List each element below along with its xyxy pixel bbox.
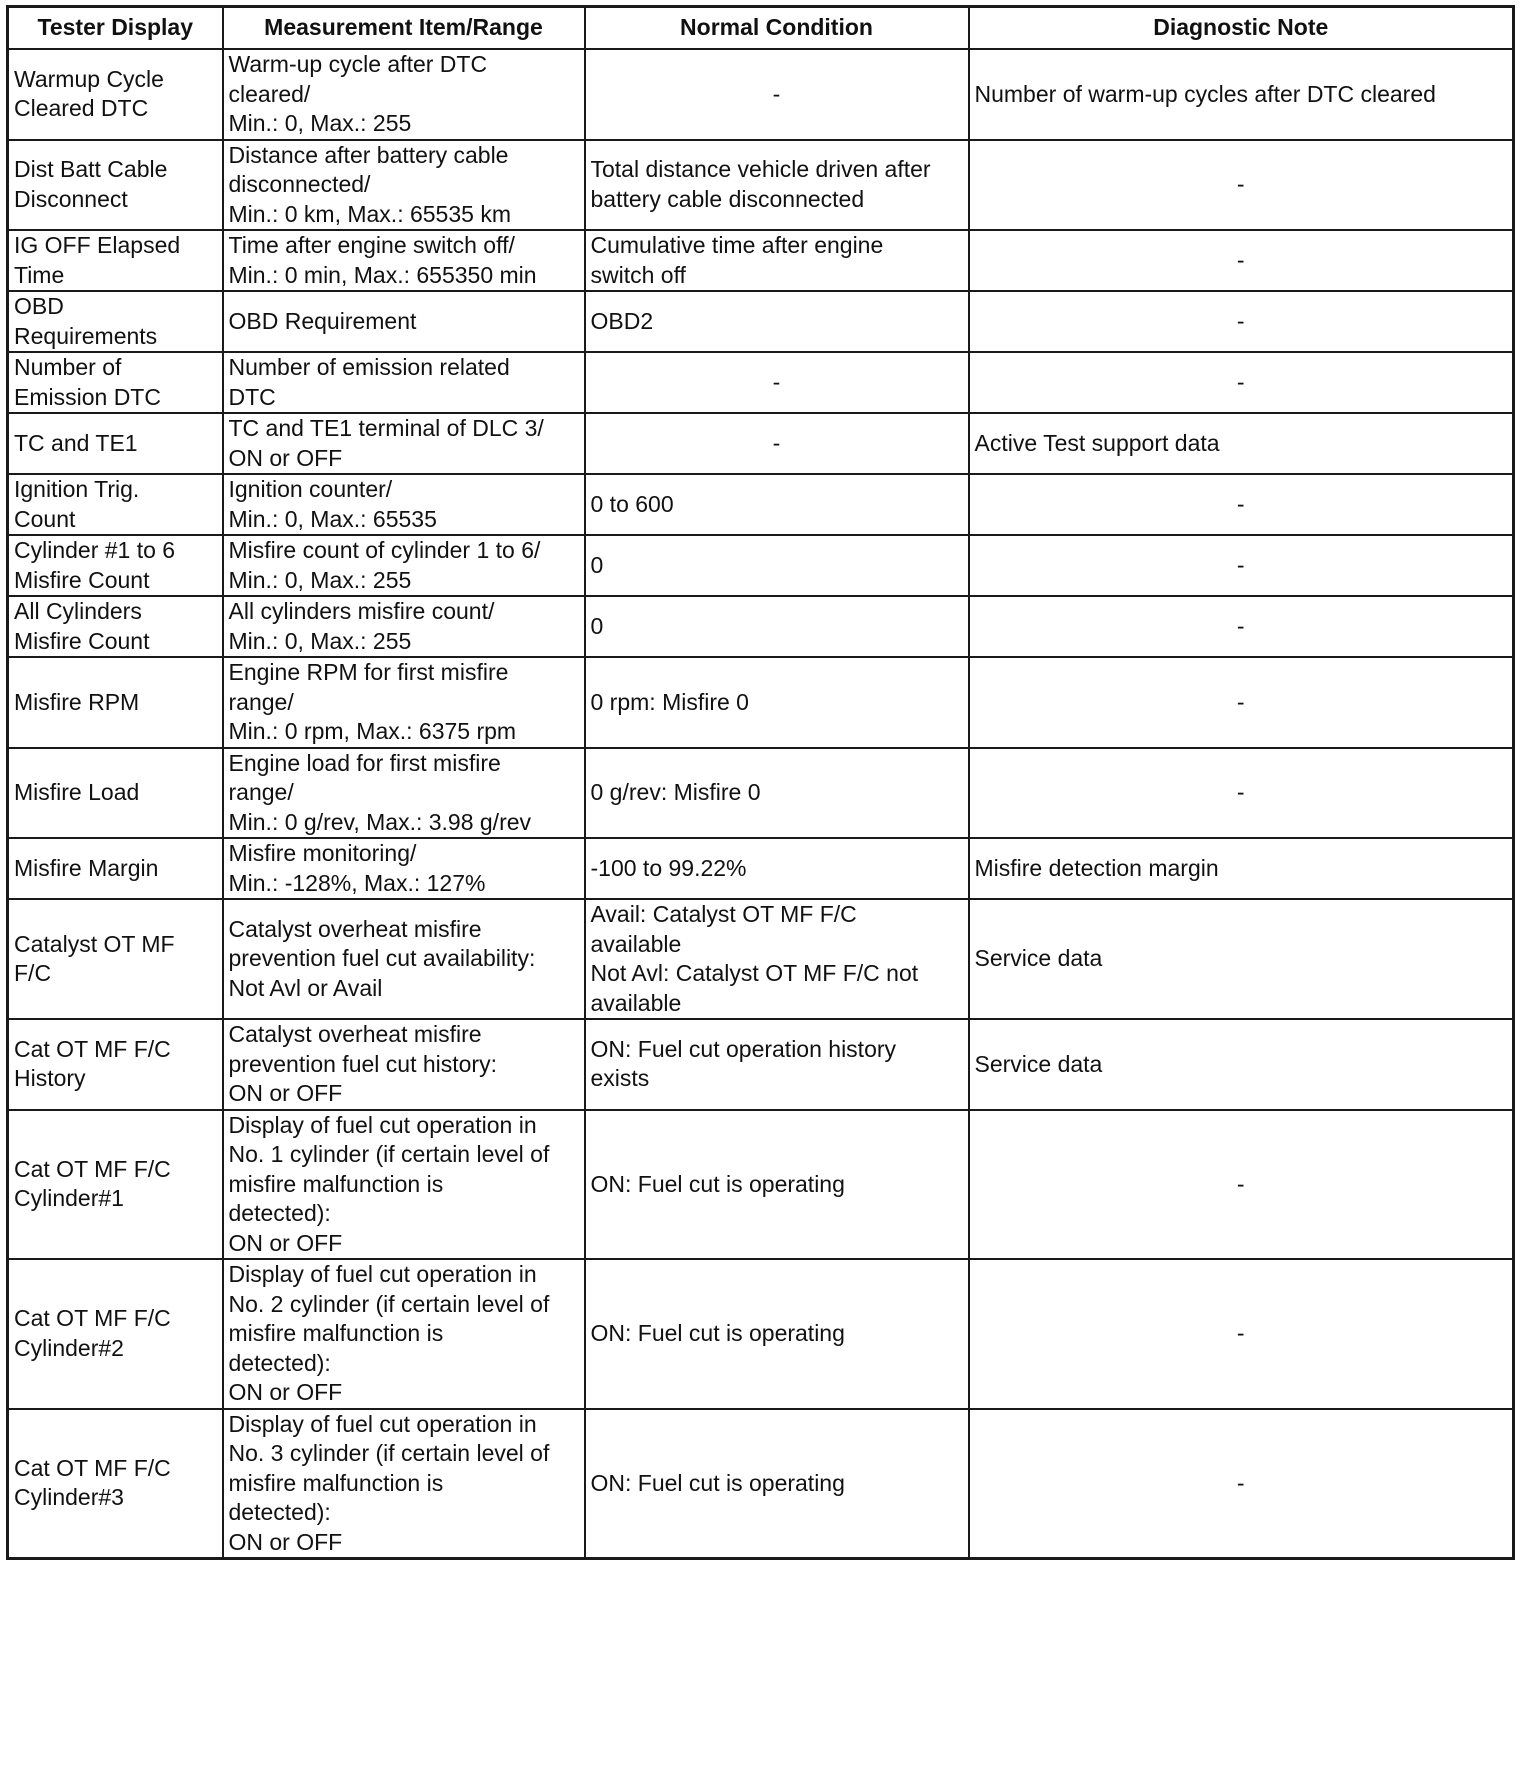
table-row [8, 1409, 1514, 1559]
cell-tester-display: Catalyst OT MF F/C [8, 899, 223, 1019]
cell-normal-condition: Cumulative time after engine switch off [585, 230, 969, 291]
cell-measurement-range: Engine RPM for first misfire range/ Min.: 0 rpm, Max.: 6375 rpm [223, 657, 585, 748]
cell-tester-display: Cat OT MF F/C Cylinder#1 [8, 1110, 223, 1260]
table-row [8, 748, 1514, 839]
cell-tester-display: Cat OT MF F/C History [8, 1019, 223, 1110]
table-row [8, 657, 1514, 748]
cell-measurement-range: Warm-up cycle after DTC cleared/ Min.: 0, Max.: 255 [223, 49, 585, 140]
cell-measurement-range: Number of emission related DTC [223, 352, 585, 413]
table-row [8, 838, 1514, 899]
table-row [8, 230, 1514, 291]
cell-tester-display: Warmup Cycle Cleared DTC [8, 49, 223, 140]
cell-diagnostic-note: Service data [969, 1019, 1514, 1110]
table-row [8, 474, 1514, 535]
header-diagnostic-note: Diagnostic Note [969, 7, 1514, 50]
cell-normal-condition: 0 to 600 [585, 474, 969, 535]
cell-diagnostic-note: - [969, 474, 1514, 535]
data-list-table [6, 5, 1515, 1560]
cell-measurement-range: Time after engine switch off/ Min.: 0 min, Max.: 655350 min [223, 230, 585, 291]
cell-tester-display: IG OFF Elapsed Time [8, 230, 223, 291]
cell-measurement-range: TC and TE1 terminal of DLC 3/ ON or OFF [223, 413, 585, 474]
cell-measurement-range: Display of fuel cut operation in No. 3 cylinder (if certain level of misfire malfunction is detected): ON or OFF [223, 1409, 585, 1559]
cell-normal-condition: 0 [585, 535, 969, 596]
cell-normal-condition: 0 [585, 596, 969, 657]
cell-diagnostic-note: - [969, 657, 1514, 748]
cell-tester-display: Cat OT MF F/C Cylinder#2 [8, 1259, 223, 1409]
cell-tester-display: Cat OT MF F/C Cylinder#3 [8, 1409, 223, 1559]
cell-normal-condition: 0 rpm: Misfire 0 [585, 657, 969, 748]
cell-tester-display: All Cylinders Misfire Count [8, 596, 223, 657]
table-row [8, 1019, 1514, 1110]
cell-normal-condition: ON: Fuel cut operation history exists [585, 1019, 969, 1110]
cell-normal-condition: ON: Fuel cut is operating [585, 1259, 969, 1409]
cell-diagnostic-note: - [969, 230, 1514, 291]
cell-diagnostic-note: - [969, 291, 1514, 352]
cell-measurement-range: Distance after battery cable disconnected/ Min.: 0 km, Max.: 65535 km [223, 140, 585, 231]
cell-normal-condition: - [585, 49, 969, 140]
cell-normal-condition: Avail: Catalyst OT MF F/C available Not Avl: Catalyst OT MF F/C not available [585, 899, 969, 1019]
table-row [8, 1259, 1514, 1409]
cell-tester-display: Ignition Trig. Count [8, 474, 223, 535]
cell-tester-display: Misfire Load [8, 748, 223, 839]
cell-measurement-range: OBD Requirement [223, 291, 585, 352]
cell-measurement-range: Misfire monitoring/ Min.: -128%, Max.: 127% [223, 838, 585, 899]
cell-measurement-range: Ignition counter/ Min.: 0, Max.: 65535 [223, 474, 585, 535]
table-header-row [8, 7, 1514, 50]
table-row [8, 413, 1514, 474]
header-tester-display: Tester Display [8, 7, 223, 50]
cell-normal-condition: 0 g/rev: Misfire 0 [585, 748, 969, 839]
cell-normal-condition: ON: Fuel cut is operating [585, 1110, 969, 1260]
cell-measurement-range: Engine load for first misfire range/ Min.: 0 g/rev, Max.: 3.98 g/rev [223, 748, 585, 839]
cell-measurement-range: Catalyst overheat misfire prevention fuel cut availability: Not Avl or Avail [223, 899, 585, 1019]
header-measurement-item: Measurement Item/Range [223, 7, 585, 50]
cell-measurement-range: Catalyst overheat misfire prevention fuel cut history: ON or OFF [223, 1019, 585, 1110]
cell-diagnostic-note: Active Test support data [969, 413, 1514, 474]
cell-normal-condition: - [585, 413, 969, 474]
cell-tester-display: Number of Emission DTC [8, 352, 223, 413]
cell-tester-display: Dist Batt Cable Disconnect [8, 140, 223, 231]
cell-diagnostic-note: - [969, 1409, 1514, 1559]
cell-diagnostic-note: Number of warm-up cycles after DTC cleared [969, 49, 1514, 140]
cell-measurement-range: Display of fuel cut operation in No. 2 cylinder (if certain level of misfire malfunction is detected): ON or OFF [223, 1259, 585, 1409]
table-row [8, 899, 1514, 1019]
cell-normal-condition: Total distance vehicle driven after battery cable disconnected [585, 140, 969, 231]
cell-measurement-range: Display of fuel cut operation in No. 1 cylinder (if certain level of misfire malfunction is detected): ON or OFF [223, 1110, 585, 1260]
cell-normal-condition: OBD2 [585, 291, 969, 352]
cell-diagnostic-note: - [969, 140, 1514, 231]
table-row [8, 596, 1514, 657]
cell-diagnostic-note: Service data [969, 899, 1514, 1019]
table-row [8, 1110, 1514, 1260]
table-row [8, 535, 1514, 596]
cell-diagnostic-note: - [969, 596, 1514, 657]
cell-tester-display: Cylinder #1 to 6 Misfire Count [8, 535, 223, 596]
table-row [8, 291, 1514, 352]
cell-diagnostic-note: - [969, 748, 1514, 839]
cell-tester-display: Misfire Margin [8, 838, 223, 899]
cell-diagnostic-note: - [969, 1110, 1514, 1260]
cell-tester-display: Misfire RPM [8, 657, 223, 748]
cell-measurement-range: Misfire count of cylinder 1 to 6/ Min.: 0, Max.: 255 [223, 535, 585, 596]
cell-diagnostic-note: - [969, 1259, 1514, 1409]
cell-tester-display: TC and TE1 [8, 413, 223, 474]
table-row [8, 49, 1514, 140]
header-normal-condition: Normal Condition [585, 7, 969, 50]
cell-diagnostic-note: - [969, 352, 1514, 413]
cell-normal-condition: - [585, 352, 969, 413]
table-row [8, 140, 1514, 231]
table-row [8, 352, 1514, 413]
cell-tester-display: OBD Requirements [8, 291, 223, 352]
cell-normal-condition: ON: Fuel cut is operating [585, 1409, 969, 1559]
cell-normal-condition: -100 to 99.22% [585, 838, 969, 899]
cell-diagnostic-note: Misfire detection margin [969, 838, 1514, 899]
cell-measurement-range: All cylinders misfire count/ Min.: 0, Max.: 255 [223, 596, 585, 657]
cell-diagnostic-note: - [969, 535, 1514, 596]
